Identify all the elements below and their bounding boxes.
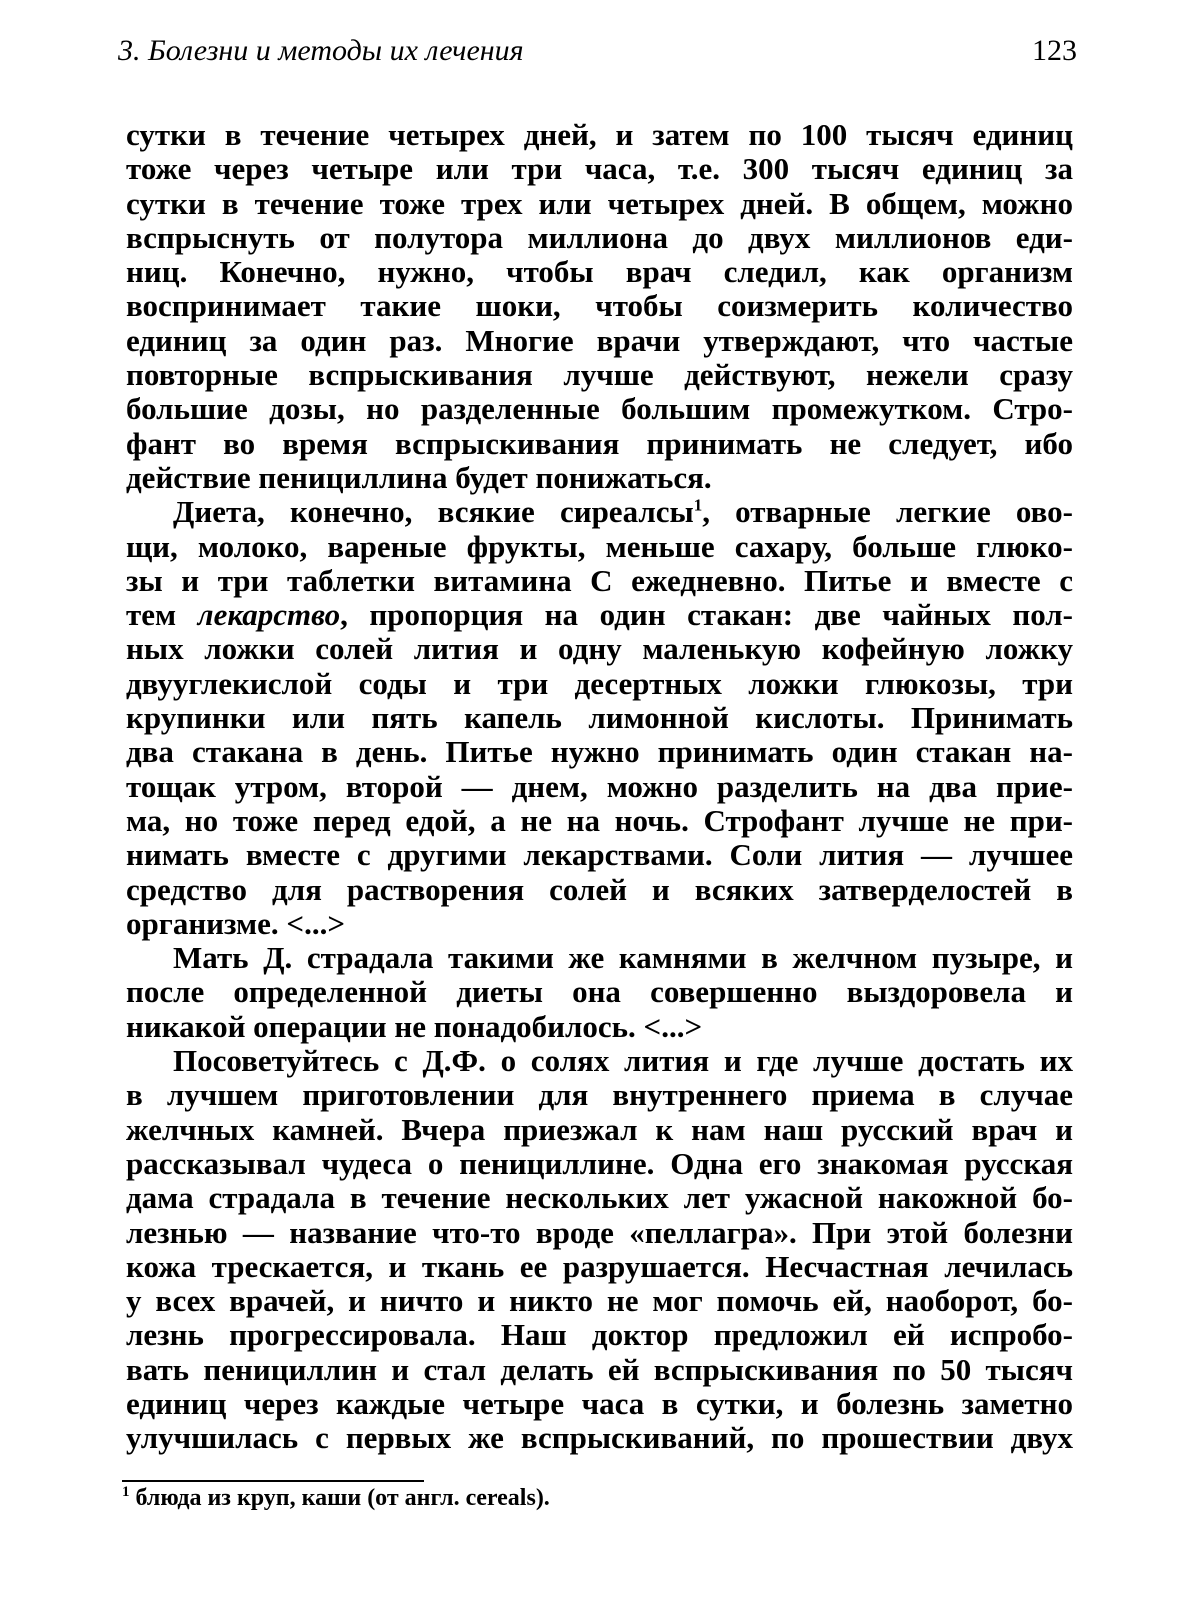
text-line: единиц через каждые четыре часа в сутки, и болезнь заметно (126, 1385, 1073, 1421)
text-line: дама страдала в течение нескольких лет ужасной накожной бо- (126, 1180, 1073, 1216)
text-line: единиц за один раз. Многие врачи утверждают, что частые (126, 322, 1073, 358)
paragraph-1 (126, 118, 1073, 495)
paragraph-3 (126, 941, 1073, 1044)
text-line: Посоветуйтесь с Д.Ф. о солях лития и где лучше достать их (173, 1043, 1073, 1079)
text-line: кожа трескается, и ткань ее разрушается. Несчастная лечилась (126, 1248, 1073, 1284)
text-line: улучшилась с первых же вспрыскиваний, по прошествии двух (126, 1420, 1073, 1456)
text-line: у всех врачей, и ничто и никто не мог помочь ей, наоборот, бо- (126, 1283, 1073, 1319)
text-line: организме. <...> (126, 905, 346, 941)
text-line: вспрыснуть от полутора миллиона до двух миллионов еди- (126, 219, 1073, 255)
text-line: действие пенициллина будет понижаться. (126, 459, 712, 495)
text-line: лезнь прогрессировала. Наш доктор предложил ей испробо- (126, 1317, 1073, 1353)
text-segment: , отварные легкие ово- (702, 494, 1073, 530)
text-line: тощак утром, второй — днем, можно разделить на два прие- (126, 768, 1073, 804)
footnote (122, 1484, 550, 1512)
text-segment: Диета, конечно, всякие сиреалсы (173, 494, 694, 530)
footnote-divider (122, 1480, 424, 1482)
paragraph-4 (126, 1044, 1073, 1456)
text-line: нимать вместе с другими лекарствами. Соли лития — лучшее (126, 837, 1073, 873)
footnote-ref: 1 (693, 495, 703, 515)
text-line: тоже через четыре или три часа, т.е. 300 тысяч единиц за (126, 151, 1073, 187)
text-line: в лучшем приготовлении для внутреннего приема в случае (126, 1077, 1073, 1113)
page-body (126, 118, 1073, 1456)
footnote-text: блюда из круп, каши (от англ. cereals). (135, 1485, 550, 1511)
text-segment: , пропорция на один стакан: две чайных пол- (340, 597, 1073, 633)
page-header (118, 34, 1077, 68)
text-line: повторные вспрыскивания лучше действуют, нежели сразу (126, 357, 1073, 393)
text-line: двууглекислой соды и три десертных ложки глюкозы, три (126, 665, 1073, 701)
text-line: никакой операции не понадобилось. <...> (126, 1008, 703, 1044)
text-line: средство для растворения солей и всяких затверделостей в (126, 871, 1073, 907)
emphasis-text: лекарство (197, 597, 341, 633)
text-line: Мать Д. страдала такими же камнями в желчном пузыре, и (173, 940, 1073, 976)
text-line: сутки в течение тоже трех или четырех дней. В общем, можно (126, 185, 1073, 221)
running-head: 3. Болезни и методы их лечения (118, 34, 524, 67)
page-number: 123 (1032, 34, 1077, 67)
text-line: крупинки или пять капель лимонной кислоты. Принимать (126, 700, 1073, 736)
text-line: щи, молоко, вареные фрукты, меньше сахару, больше глюко- (126, 528, 1073, 564)
text-line: воспринимает такие шоки, чтобы соизмерить количество (126, 288, 1073, 324)
text-line: лезнью — название что-то вроде «пеллагра». При этой болезни (126, 1214, 1073, 1250)
text-line: ниц. Конечно, нужно, чтобы врач следил, как организм (126, 254, 1073, 290)
text-line: вать пенициллин и стал делать ей вспрыскивания по 50 тысяч (126, 1351, 1073, 1387)
text-line: большие дозы, но разделенные большим промежутком. Стро- (126, 391, 1073, 427)
text-line: зы и три таблетки витамина С ежедневно. Питье и вместе с (126, 562, 1073, 598)
paragraph-2 (126, 495, 1073, 941)
footnote-marker: 1 (122, 1484, 130, 1500)
text-line: желчных камней. Вчера приезжал к нам наш русский врач и (126, 1111, 1073, 1147)
text-segment: тем (126, 597, 177, 633)
text-line: фант во время вспрыскивания принимать не следует, ибо (126, 425, 1073, 461)
text-line: сутки в течение четырех дней, и затем по 100 тысяч единиц (126, 117, 1073, 152)
text-line: рассказывал чудеса о пенициллине. Одна его знакомая русская (126, 1145, 1073, 1181)
text-line (126, 598, 1073, 632)
text-line: ных ложки солей лития и одну маленькую кофейную ложку (126, 631, 1073, 667)
text-line: два стакана в день. Питье нужно принимать один стакан на- (126, 734, 1073, 770)
text-line: после определенной диеты она совершенно выздоровела и (126, 974, 1073, 1010)
text-line: ма, но тоже перед едой, а не на ночь. Строфант лучше не при- (126, 802, 1073, 838)
text-line (126, 495, 1073, 529)
